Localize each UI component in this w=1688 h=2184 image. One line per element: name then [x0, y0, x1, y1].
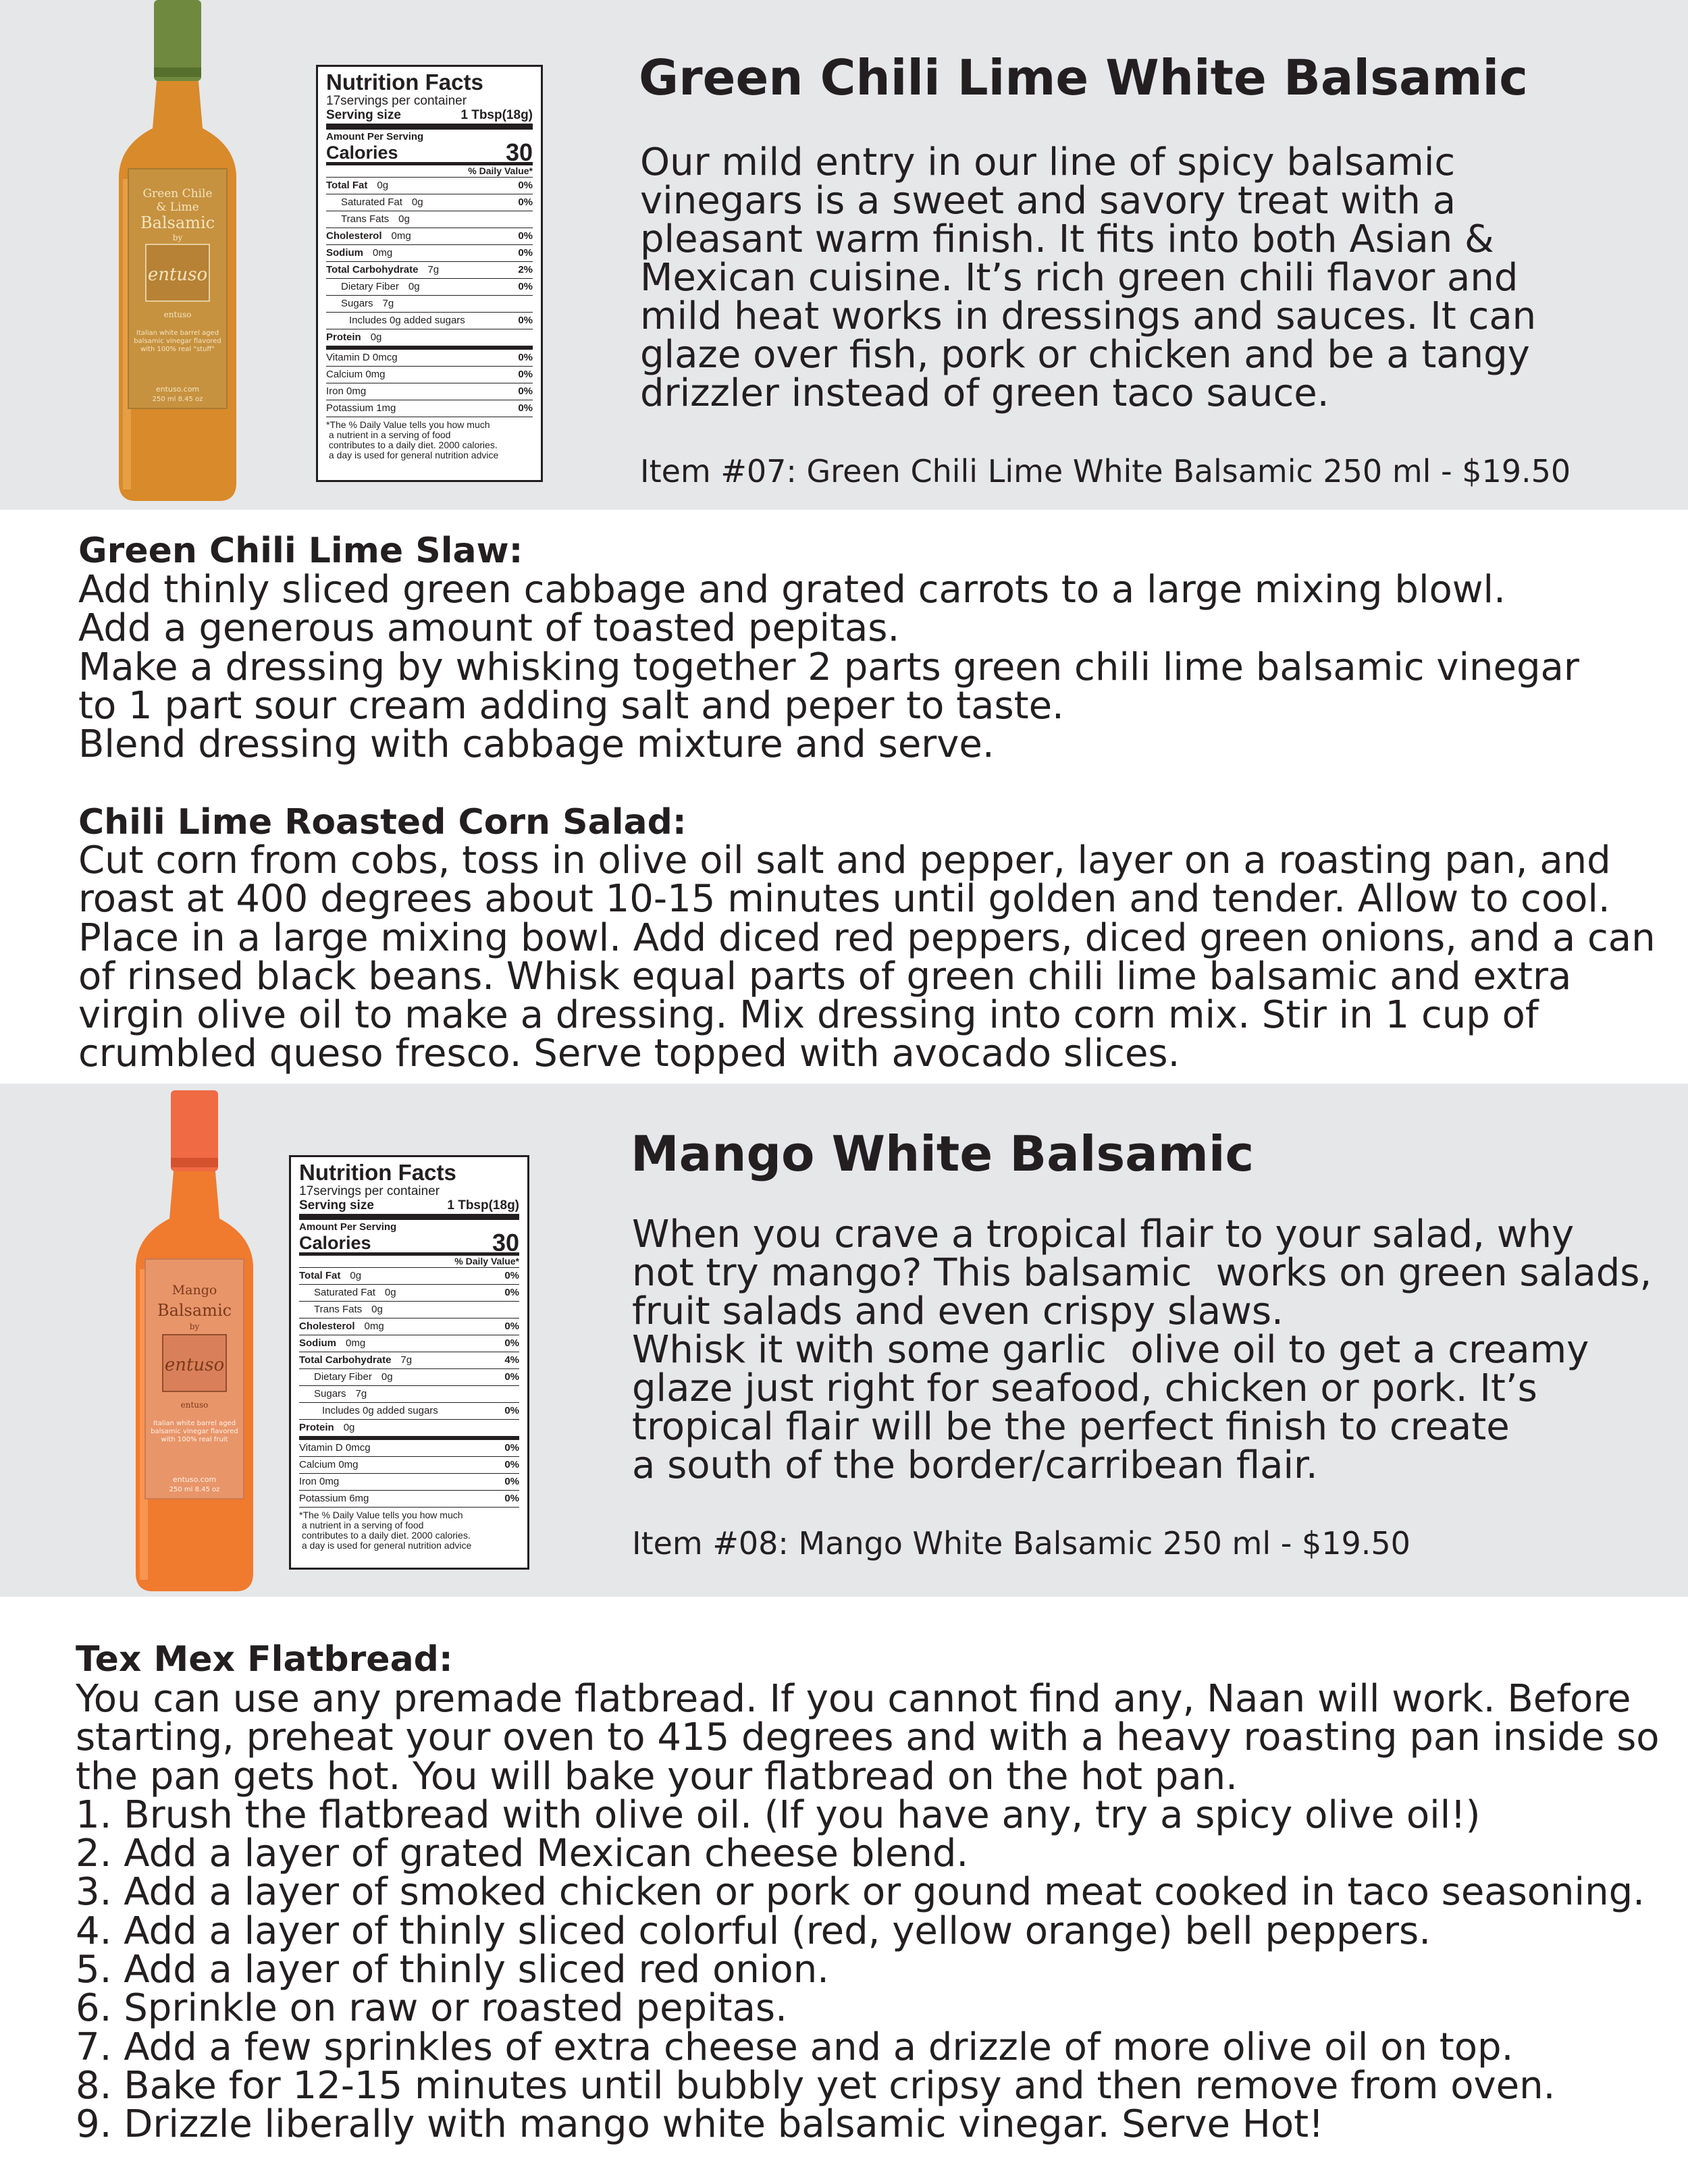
nutrient-label: [299, 1319, 384, 1335]
nutrient-percent: 0%: [518, 180, 533, 191]
nutrient-label: [299, 1352, 412, 1368]
nutrient-name: Total Fat: [326, 180, 368, 191]
nutrient-label: [326, 367, 386, 383]
svg-text:entuso: entuso: [147, 265, 208, 285]
nutrient-label: [326, 279, 420, 295]
nutrient-row: [326, 194, 533, 211]
nutrient-percent: 0%: [518, 315, 533, 326]
svg-text:Green Chile: Green Chile: [142, 187, 213, 201]
nutrition-footnote: *The % Daily Value tells you how much a nutrient in a serving of food contributes to a daily diet. 2000 calories. a day is used for general nutrition advice: [299, 1510, 472, 1551]
nutrient-label: [326, 245, 392, 261]
serving-size-label: Serving size: [326, 108, 401, 122]
nutrient-row: [326, 296, 533, 313]
nutrient-name: Includes 0g added sugars: [322, 1405, 438, 1416]
nutrient-amount: 0mg: [346, 1337, 366, 1349]
nutrition-facts-panel: [289, 1155, 529, 1570]
nutrient-amount: 0g: [371, 1304, 383, 1315]
bottle-small-text: Italian white barrel aged balsamic vinegar flavored with 100% real "stuff": [134, 329, 221, 353]
nutrient-label: [326, 194, 423, 211]
nutrient-amount: 7g: [382, 298, 394, 309]
nutrient-amount: 0g: [350, 1270, 362, 1281]
nutrient-name: Potassium 1mg: [326, 402, 396, 414]
calories-label: Calories: [299, 1233, 371, 1253]
nutrient-percent: 4%: [504, 1354, 519, 1366]
nutrient-percent: 0%: [504, 1270, 519, 1281]
nutrient-row: [299, 1268, 519, 1285]
nutrient-percent: 0%: [518, 352, 533, 363]
product-description: When you crave a tropical flair to your salad, why not try mango? This balsamic works on green salads, fruit salads and even crispy slaws. Whisk it with some garlic olive oil to get a creamy glaze just right for seafood, chicken or pork. It’s tropical flair will be the perfect finish to create a south of the border/carribean flair.: [632, 1213, 1652, 1487]
nutrient-amount: 0mg: [391, 230, 411, 242]
nutrient-name: Sodium: [299, 1337, 336, 1349]
daily-value-header: % Daily Value*: [326, 165, 533, 178]
nutrient-row: [326, 279, 533, 296]
nutrient-rows: [299, 1268, 519, 1508]
nutrient-percent: 0%: [518, 196, 533, 208]
nutrient-percent: 0%: [518, 281, 533, 292]
product-item-price: Item #07: Green Chili Lime White Balsamic 250 ml - $19.50: [640, 453, 1571, 489]
product-description: Our mild entry in our line of spicy balsamic vinegars is a sweet and savory treat with a pleasant warm finish. It fits into both Asian & Mexican cuisine. It’s rich green chili flavor and mild heat works in dressings and sauces. It can glaze over fish, pork or chicken and be a tangy drizzler instead of green taco sauce.: [640, 140, 1537, 415]
recipe-text: Cut corn from cobs, toss in olive oil salt and pepper, layer on a roasting pan, and roast at 400 degrees about 10-15 minutes until golden and tender. Allow to cool. Place in a large mixing bowl. Add diced red peppers, diced green onions, and a can of rinsed black beans. Whisk equal parts of green chili lime balsamic and extra virgin olive oil to make a dressing. Mix dressing into corn mix. Stir in 1 cup of crumbled queso fresco. Serve topped with avocado slices.: [78, 838, 1656, 1076]
nutrient-amount: 0g: [370, 331, 382, 343]
svg-text:Balsamic: Balsamic: [157, 1301, 232, 1320]
nutrient-name: Vitamin D 0mcg: [299, 1442, 371, 1454]
nutrient-name: Total Carbohydrate: [299, 1354, 392, 1366]
calories-row: [299, 1229, 519, 1256]
svg-text:by: by: [172, 233, 183, 242]
bottle-image-mango: [130, 1090, 259, 1593]
calories-value: 30: [505, 138, 533, 166]
nutrient-amount: 0g: [381, 1371, 393, 1383]
nutrient-amount: 0g: [411, 196, 423, 208]
nutrient-row: [299, 1285, 519, 1302]
nutrient-row: [326, 211, 533, 228]
calories-value: 30: [492, 1229, 519, 1256]
nutrient-row: [326, 245, 533, 262]
nutrient-amount: 0g: [384, 1287, 396, 1298]
serving-size: [326, 108, 533, 130]
nutrient-name: Saturated Fat: [314, 1287, 375, 1298]
nutrition-facts-title: Nutrition Facts: [326, 70, 483, 95]
nutrient-amount: 7g: [400, 1354, 413, 1366]
nutrient-row: [299, 1352, 519, 1369]
nutrient-row: [299, 1474, 519, 1491]
nutrient-percent: 0%: [518, 230, 533, 242]
nutrition-facts-title: Nutrition Facts: [299, 1160, 456, 1185]
nutrient-name: Vitamin D 0mcg: [326, 352, 398, 363]
nutrition-footnote: *The % Daily Value tells you how much a nutrient in a serving of food contributes to a daily diet. 2000 calories. a day is used for general nutrition advice: [326, 419, 499, 460]
calories-row: [326, 138, 533, 166]
recipe-title: Chili Lime Roasted Corn Salad:: [78, 802, 687, 843]
nutrient-percent: 0%: [504, 1493, 519, 1504]
nutrient-amount: 0g: [343, 1422, 355, 1433]
nutrient-row: [326, 350, 533, 367]
nutrient-name: Sodium: [326, 247, 363, 259]
nutrient-name: Cholesterol: [326, 230, 382, 242]
nutrient-percent: 0%: [504, 1405, 519, 1416]
nutrient-percent: 0%: [504, 1459, 519, 1470]
svg-text:entuso: entuso: [164, 1355, 225, 1375]
nutrient-label: [299, 1369, 393, 1385]
nutrient-row: [299, 1335, 519, 1352]
serving-size: [299, 1198, 519, 1220]
nutrient-amount: 7g: [355, 1388, 367, 1400]
svg-text:& Lime: & Lime: [156, 201, 199, 214]
nutrient-percent: 0%: [518, 369, 533, 380]
nutrient-name: Dietary Fiber: [314, 1371, 372, 1383]
nutrient-label: [299, 1403, 438, 1419]
nutrient-label: [299, 1386, 367, 1402]
nutrient-amount: 0mg: [364, 1321, 384, 1332]
nutrient-label: [299, 1302, 383, 1318]
nutrient-percent: 0%: [504, 1371, 519, 1383]
nutrient-percent: 0%: [504, 1442, 519, 1454]
nutrient-row: [326, 383, 533, 400]
svg-text:entuso.com: entuso.com: [172, 1475, 217, 1484]
nutrient-row: [299, 1319, 519, 1335]
nutrient-row: [299, 1369, 519, 1386]
nutrient-name: Dietary Fiber: [341, 281, 399, 292]
nutrient-name: Trans Fats: [314, 1304, 363, 1315]
product-title: Mango White Balsamic: [631, 1125, 1255, 1182]
nutrient-label: [299, 1491, 369, 1507]
servings-per-container: 17servings per container: [326, 94, 467, 108]
nutrient-label: [299, 1335, 365, 1352]
svg-text:250 ml 8.45 oz: 250 ml 8.45 oz: [152, 396, 203, 403]
nutrient-row: [299, 1457, 519, 1474]
nutrient-label: [299, 1285, 396, 1301]
servings-per-container: 17servings per container: [299, 1184, 440, 1198]
nutrient-percent: 2%: [518, 264, 533, 275]
nutrient-label: [299, 1457, 359, 1473]
nutrient-name: Total Fat: [299, 1270, 341, 1281]
nutrient-amount: 0g: [377, 180, 389, 191]
nutrition-facts-panel: [316, 65, 543, 482]
nutrient-row: [326, 313, 533, 329]
nutrient-row: [299, 1440, 519, 1457]
nutrient-label: [299, 1420, 354, 1436]
nutrient-label: [326, 262, 439, 278]
nutrient-row: [326, 400, 533, 417]
nutrient-name: Protein: [299, 1422, 334, 1433]
nutrient-label: [326, 400, 396, 417]
nutrient-percent: 0%: [504, 1287, 519, 1298]
nutrient-name: Cholesterol: [299, 1321, 355, 1332]
nutrient-row: [326, 262, 533, 279]
nutrient-amount: 7g: [427, 264, 440, 275]
amount-per-serving: Amount Per Serving: [326, 131, 424, 142]
svg-text:Mango: Mango: [172, 1283, 217, 1298]
nutrient-label: [299, 1474, 339, 1490]
nutrient-name: Saturated Fat: [341, 196, 402, 208]
nutrient-label: [326, 329, 381, 346]
serving-size-value: 1 Tbsp(18g): [460, 108, 533, 122]
nutrient-percent: 0%: [504, 1476, 519, 1487]
recipe-text: You can use any premade flatbread. If you cannot find any, Naan will work. Before starting, preheat your oven to 415 degrees and with a heavy roasting pan inside so the pan gets hot. You will bake your flatbread on the hot pan. 1. Brush the flatbread with olive oil. (If you have any, try a spicy olive oil!) 2. Add a layer of grated Mexican cheese blend. 3. Add a layer of smoked chicken or pork or gound meat cooked in taco seasoning. 4. Add a layer of thinly sliced colorful (red, yellow orange) bell peppers. 5. Add a layer of thinly sliced red onion. 6. Sprinkle on raw or roasted pepitas. 7. Add a few sprinkles of extra cheese and a drizzle of more olive oil on top. 8. Bake for 12-15 minutes until bubbly yet cripsy and then remove from oven. 9. Drizzle liberally with mango white balsamic vinegar. Serve Hot!: [76, 1677, 1660, 2147]
serving-size-label: Serving size: [299, 1198, 374, 1213]
svg-text:entuso: entuso: [180, 1400, 209, 1410]
nutrient-percent: 0%: [518, 247, 533, 259]
nutrient-row: [299, 1491, 519, 1508]
svg-text:Balsamic: Balsamic: [140, 213, 215, 232]
product-item-price: Item #08: Mango White Balsamic 250 ml - $19.50: [632, 1525, 1410, 1562]
bottle-image-green-chili: [113, 0, 242, 503]
nutrient-label: [326, 296, 394, 312]
nutrient-name: Sugars: [341, 298, 373, 309]
product-title: Green Chili Lime White Balsamic: [639, 49, 1528, 106]
nutrient-row: [299, 1302, 519, 1319]
nutrient-rows: [326, 178, 533, 417]
nutrient-label: [299, 1440, 371, 1456]
nutrient-label: [326, 313, 465, 329]
nutrient-name: Includes 0g added sugars: [349, 315, 465, 326]
nutrient-name: Total Carbohydrate: [326, 264, 419, 275]
nutrient-name: Iron 0mg: [326, 385, 367, 397]
nutrient-row: [299, 1403, 519, 1420]
svg-text:entuso.com: entuso.com: [155, 385, 200, 394]
nutrient-label: [326, 178, 388, 194]
nutrient-percent: 0%: [504, 1321, 519, 1332]
nutrient-label: [326, 211, 410, 228]
svg-text:by: by: [189, 1322, 200, 1331]
nutrient-label: [326, 228, 411, 244]
nutrient-name: Calcium 0mg: [299, 1459, 359, 1470]
nutrient-name: Trans Fats: [341, 213, 390, 225]
nutrient-label: [326, 350, 398, 366]
nutrient-amount: 0g: [408, 281, 420, 292]
nutrient-row: [299, 1386, 519, 1403]
nutrient-row: [326, 329, 533, 350]
recipe-title: Tex Mex Flatbread:: [76, 1639, 453, 1680]
nutrient-row: [299, 1420, 519, 1440]
nutrient-label: [299, 1268, 361, 1284]
nutrient-percent: 0%: [518, 402, 533, 414]
nutrient-percent: 0%: [504, 1337, 519, 1349]
nutrient-name: Protein: [326, 331, 361, 343]
svg-text:250 ml 8.45 oz: 250 ml 8.45 oz: [169, 1486, 220, 1493]
amount-per-serving: Amount Per Serving: [299, 1221, 397, 1233]
serving-size-value: 1 Tbsp(18g): [447, 1198, 519, 1213]
recipe-text: Add thinly sliced green cabbage and grated carrots to a large mixing blowl. Add a generous amount of toasted pepitas. Make a dressing by whisking together 2 parts green chili lime balsamic vinegar to 1 part sour cream adding salt and peper to taste. Blend dressing with cabbage mixture and serve.: [78, 568, 1579, 767]
recipe-title: Green Chili Lime Slaw:: [78, 531, 523, 571]
nutrient-amount: 0mg: [373, 247, 393, 259]
nutrient-row: [326, 367, 533, 383]
calories-label: Calories: [326, 142, 398, 163]
bottle-small-text: Italian white barrel aged balsamic vinegar flavored with 100% real fruit: [151, 1420, 238, 1443]
nutrient-label: [326, 383, 366, 400]
nutrient-row: [326, 178, 533, 194]
svg-text:entuso: entuso: [163, 310, 192, 319]
nutrient-amount: 0g: [398, 213, 410, 225]
daily-value-header: % Daily Value*: [299, 1256, 519, 1268]
nutrient-name: Calcium 0mg: [326, 369, 386, 380]
nutrient-name: Iron 0mg: [299, 1476, 340, 1487]
nutrient-name: Potassium 6mg: [299, 1493, 369, 1504]
nutrient-percent: 0%: [518, 385, 533, 397]
nutrient-row: [326, 228, 533, 245]
nutrient-name: Sugars: [314, 1388, 346, 1400]
